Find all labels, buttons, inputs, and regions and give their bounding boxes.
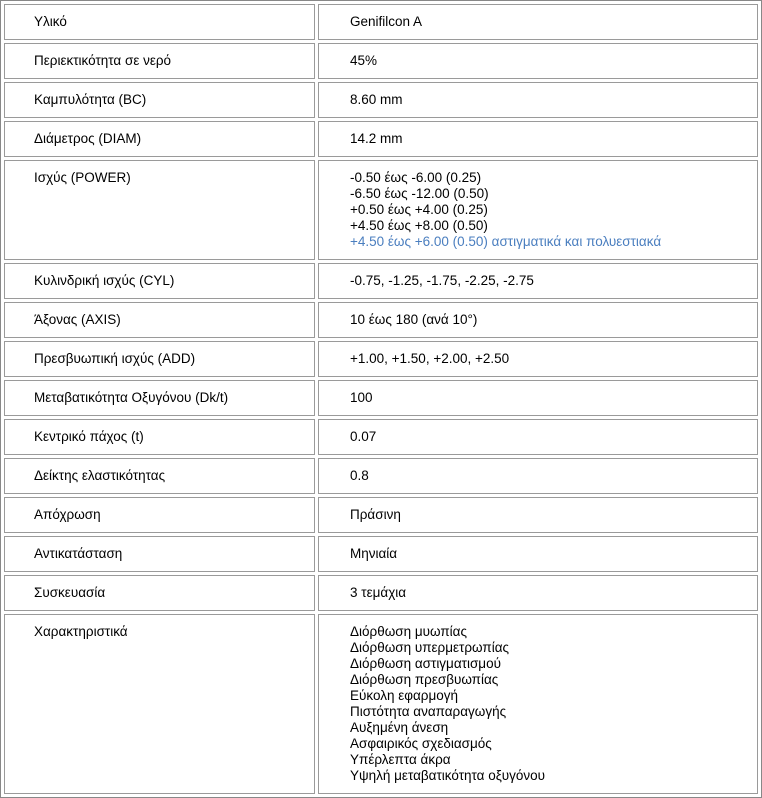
table-row (4, 614, 758, 794)
table-row (4, 380, 758, 416)
table-row (4, 302, 758, 338)
power-range: +4.50 έως +8.00 (0.50) (350, 218, 488, 233)
table-row (4, 4, 758, 40)
spec-label: Διάμετρος (DIAM) (4, 121, 315, 157)
spec-label: Συσκευασία (4, 575, 315, 611)
spec-value: +1.00, +1.50, +2.00, +2.50 (318, 341, 758, 377)
feature-item: Υπέρλεπτα άκρα (350, 752, 451, 767)
spec-label: Δείκτης ελαστικότητας (4, 458, 315, 494)
feature-item: Εύκολη εφαρμογή (350, 688, 459, 703)
feature-item: Ασφαιρικός σχεδιασμός (350, 736, 492, 751)
spec-label: Ισχύς (POWER) (4, 160, 315, 260)
spec-value: 0.8 (318, 458, 758, 494)
power-range-toric-multifocal: +4.50 έως +6.00 (0.50) αστιγματικά και πολυεστιακά (350, 234, 662, 249)
feature-item: Διόρθωση αστιγματισμού (350, 656, 501, 671)
table-row (4, 82, 758, 118)
spec-value (318, 614, 758, 794)
spec-label: Καμπυλότητα (BC) (4, 82, 315, 118)
spec-label: Κυλινδρική ισχύς (CYL) (4, 263, 315, 299)
spec-value: -0.75, -1.25, -1.75, -2.25, -2.75 (318, 263, 758, 299)
spec-value: 3 τεμάχια (318, 575, 758, 611)
spec-label: Περιεκτικότητα σε νερό (4, 43, 315, 79)
table-row (4, 43, 758, 79)
spec-value (318, 160, 758, 260)
table-row (4, 160, 758, 260)
power-range: -0.50 έως -6.00 (0.25) (350, 170, 482, 185)
feature-item: Πιστότητα αναπαραγωγής (350, 704, 507, 719)
spec-label: Αντικατάσταση (4, 536, 315, 572)
table-row (4, 536, 758, 572)
spec-label: Κεντρικό πάχος (t) (4, 419, 315, 455)
spec-label: Υλικό (4, 4, 315, 40)
table-row (4, 497, 758, 533)
spec-value: Μηνιαία (318, 536, 758, 572)
spec-value: 14.2 mm (318, 121, 758, 157)
spec-label: Χαρακτηριστικά (4, 614, 315, 794)
feature-item: Υψηλή μεταβατικότητα οξυγόνου (350, 768, 546, 783)
table-row (4, 458, 758, 494)
feature-item: Αυξημένη άνεση (350, 720, 449, 735)
spec-label: Απόχρωση (4, 497, 315, 533)
spec-label: Μεταβατικότητα Οξυγόνου (Dk/t) (4, 380, 315, 416)
table-row (4, 263, 758, 299)
power-range: +0.50 έως +4.00 (0.25) (350, 202, 488, 217)
spec-value: 0.07 (318, 419, 758, 455)
spec-value: Πράσινη (318, 497, 758, 533)
feature-item: Διόρθωση πρεσβυωπίας (350, 672, 499, 687)
table-row (4, 121, 758, 157)
spec-value: 45% (318, 43, 758, 79)
feature-item: Διόρθωση υπερμετρωπίας (350, 640, 510, 655)
spec-value: 10 έως 180 (ανά 10°) (318, 302, 758, 338)
table-row (4, 341, 758, 377)
power-range: -6.50 έως -12.00 (0.50) (350, 186, 489, 201)
table-row (4, 419, 758, 455)
table-row (4, 575, 758, 611)
feature-item: Διόρθωση μυωπίας (350, 624, 467, 639)
spec-value: Genifilcon A (318, 4, 758, 40)
spec-value: 8.60 mm (318, 82, 758, 118)
spec-value: 100 (318, 380, 758, 416)
spec-label: Άξονας (AXIS) (4, 302, 315, 338)
spec-label: Πρεσβυωπική ισχύς (ADD) (4, 341, 315, 377)
